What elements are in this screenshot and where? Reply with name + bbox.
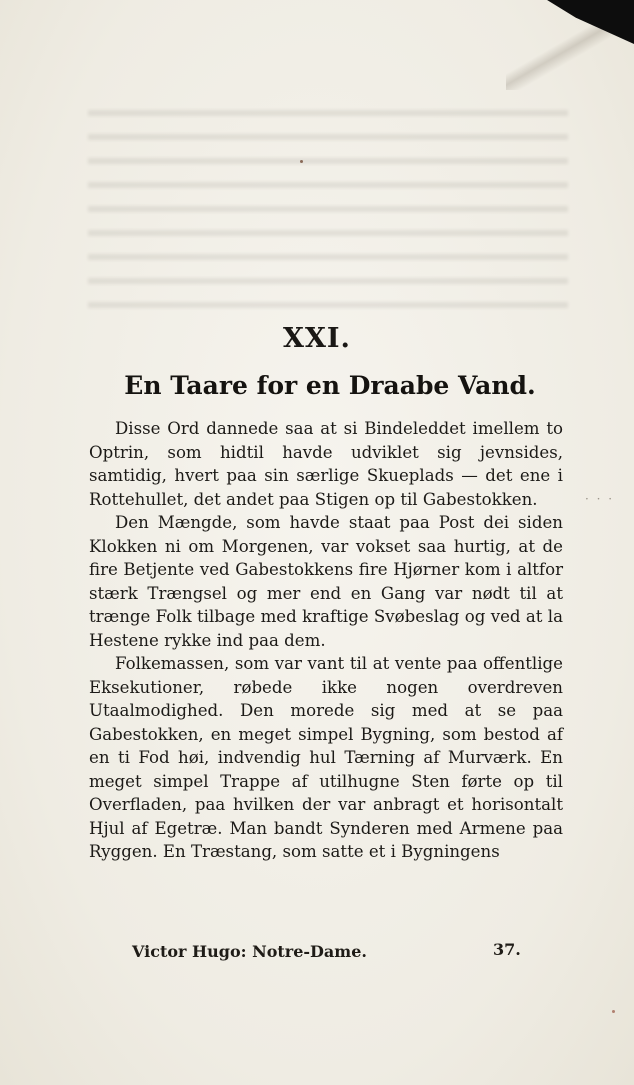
paper-speck [612,1010,615,1013]
paragraph: Den Mængde, som havde staat paa Post dei siden Klokken ni om Morgenen, var vokset saa hurtig, at de fire Betjente ved Gabestokkens fire Hjørner kom i altfor stærk Trængsel og mer end en Gang var nødt til at trænge Folk tilbage med kraftige Svøbeslag og ved at la Hestene rykke ind paa dem. [89,513,563,650]
show-through-text [88,110,568,310]
paragraph: Disse Ord dannede saa at si Bindeleddet imellem to Optrin, som hidtil havde udviklet sig jevnsides, samtidig, hvert paa sin særlige Skueplads — det ene i Rottehullet, det andet paa Stigen op til Gabestokken. [89,419,563,509]
body-text [89,417,563,864]
footer-source: Victor Hugo: Notre-Dame. [132,942,367,961]
margin-bleed-mark: · · · [585,492,615,506]
paragraph: Folkemassen, som var vant til at vente paa offentlige Eksekutioner, røbede ikke nogen overdreven Utaalmodighed. Den morede sig med at se paa Gabestokken, en meget simpel Bygning, som bestod af en ti Fod høi, indvendig hul Tærning af Murværk. En meget simpel Trappe af utilhugne Sten førte op til Overfladen, paa hvilken der var anbragt et horisontalt Hjul af Egetræ. Man bandt Synderen med Armene paa Ryggen. En Træstang, som satte et i Bygningens [89,654,563,861]
footer-signature: 37. [493,940,521,959]
chapter-number: XXI. [283,323,351,354]
chapter-title: En Taare for en Draabe Vand. [124,371,536,400]
paper-speck [300,160,303,163]
